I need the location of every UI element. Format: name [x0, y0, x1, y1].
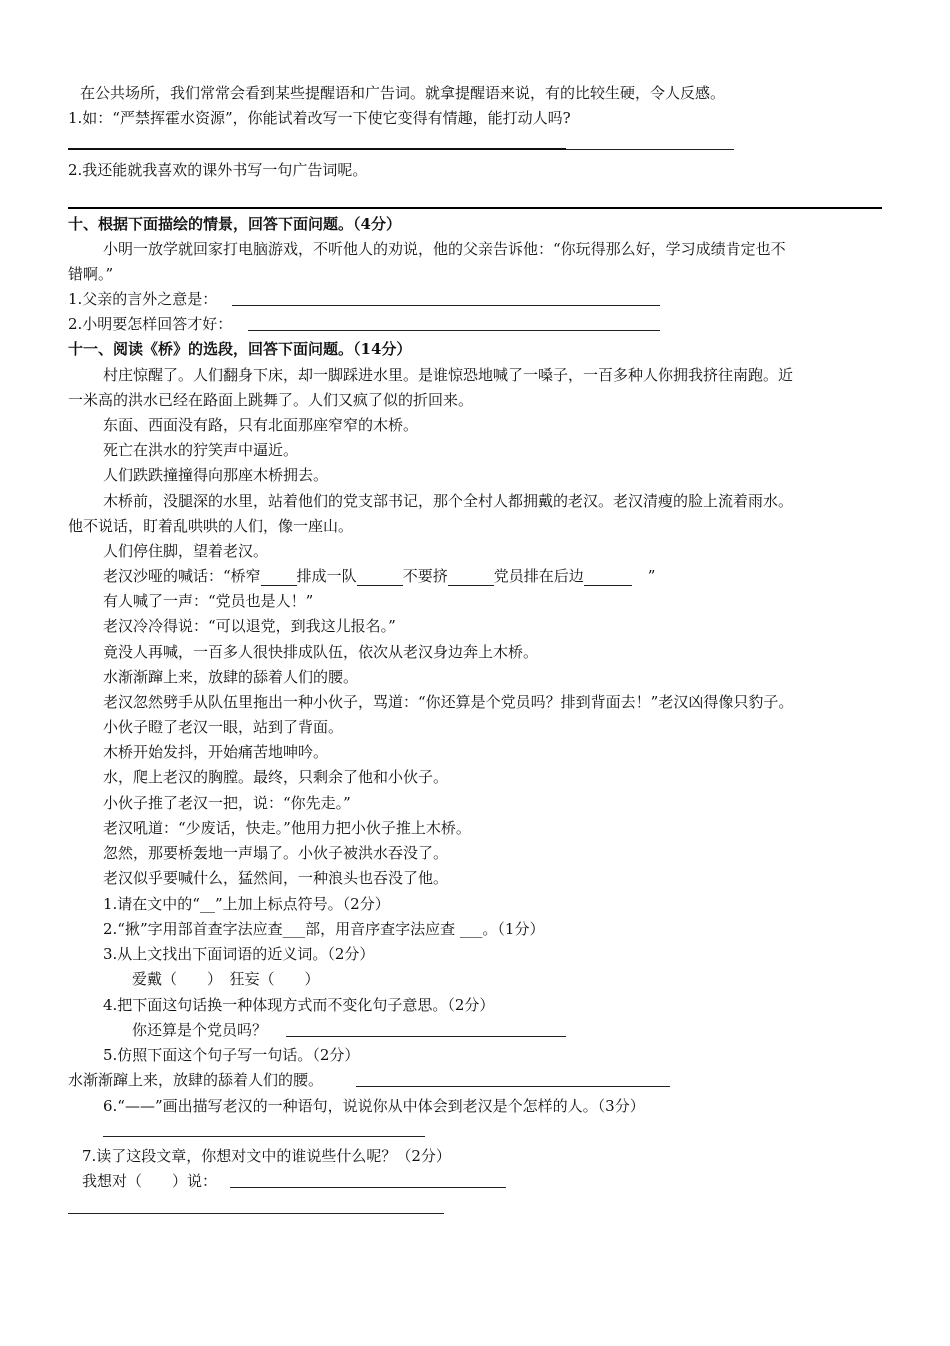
paragraph: 忽然，那要桥轰地一声塌了。小伙子被洪水吞没了。 — [103, 844, 449, 862]
answer-line[interactable] — [286, 1036, 566, 1037]
paragraph: 人们停住脚，望着老汉。 — [103, 542, 269, 560]
question-3: 3.从上文找出下面词语的近义词。（2分） — [103, 945, 375, 963]
answer-line[interactable] — [230, 1187, 506, 1188]
paragraph: 木桥前，没腿深的水里，站着他们的党支部书记，那个全村人都拥戴的老汉。老汉清瘦的脸上流着雨水。 — [103, 492, 794, 510]
paragraph: 有人喊了一声：“党员也是人！” — [103, 592, 314, 610]
paragraph: 小伙子瞪了老汉一眼，站到了背面。 — [103, 718, 344, 736]
answer-line[interactable] — [68, 148, 566, 150]
segment: 党员排在后边 — [493, 567, 584, 585]
paragraph: 老汉忽然劈手从队伍里拖出一种小伙子，骂道：“你还算是个党员吗？排到背面去！”老汉凶得像只豹子。 — [103, 693, 794, 711]
answer-line[interactable] — [356, 1086, 670, 1087]
paragraph-with-blanks — [103, 566, 655, 586]
paragraph: 死亡在洪水的狞笑声中逼近。 — [103, 441, 299, 459]
paragraph: 水，爬上老汉的胸膛。最终，只剩余了他和小伙子。 — [103, 768, 449, 786]
question-2: 2.“揪”字用部首查字法应查___部，用音序查字法应查 ___。（1分） — [103, 920, 545, 938]
question-1: 1.如：“严禁挥霍水资源”，你能试着改写一下使它变得有情趣，能打动人吗? — [68, 109, 571, 127]
paragraph: 木桥开始发抖，开始痛苦地呻吟。 — [103, 743, 329, 761]
question-7: 7.读了这段文章，你想对文中的谁说些什么呢？（2分） — [82, 1147, 451, 1165]
paragraph: 老汉似乎要喊什么，猛然间，一种浪头也吞没了他。 — [103, 869, 449, 887]
paragraph: 小伙子推了老汉一把，说：“你先走。” — [103, 794, 351, 812]
punctuation-blank[interactable] — [261, 571, 297, 586]
intro-text: 在公共场所，我们常常会看到某些提醒语和广告词。就拿提醒语来说，有的比较生硬，令人反感。 — [80, 84, 726, 102]
segment: ” — [647, 567, 656, 585]
paragraph: 水渐渐蹿上来，放肆的舔着人们的腰。 — [103, 668, 359, 686]
paragraph: 错啊。” — [68, 265, 114, 283]
paragraph: 东面、西面没有路，只有北面那座窄窄的木桥。 — [103, 416, 419, 434]
answer-line[interactable] — [232, 305, 660, 306]
punctuation-blank[interactable] — [357, 571, 403, 586]
answer-line[interactable] — [103, 1136, 425, 1137]
paragraph: 他不说话，盯着乱哄哄的人们，像一座山。 — [68, 517, 354, 535]
answer-line[interactable] — [566, 149, 734, 150]
paragraph: 老汉冷冷得说：“可以退党，到我这儿报名。” — [103, 617, 396, 635]
question-4-sentence: 你还算是个党员吗？ — [132, 1021, 268, 1039]
question-4: 4.把下面这句话换一种体现方式而不变化句子意思。（2分） — [103, 996, 495, 1014]
paragraph: 小明一放学就回家打电脑游戏，不听他人的劝说，他的父亲告诉他：“你玩得那么好，学习成绩肯定也不 — [103, 240, 786, 258]
section-heading: 十一、阅读《桥》的选段，回答下面问题。（14分） — [68, 340, 412, 358]
section-heading: 十、根据下面描绘的情景，回答下面问题。（4分） — [68, 215, 401, 233]
question-5: 5.仿照下面这个句子写一句话。（2分） — [103, 1046, 360, 1064]
punctuation-blank[interactable] — [584, 571, 632, 586]
punctuation-blank[interactable] — [448, 571, 494, 586]
paragraph: 人们跌跌撞撞得向那座木桥拥去。 — [103, 466, 329, 484]
question-5-sentence: 水渐渐蹿上来，放肆的舔着人们的腰。 — [68, 1071, 324, 1089]
question-7-answer: 我想对（ ）说： — [82, 1172, 218, 1190]
question-2: 2.小明要怎样回答才好： — [68, 315, 233, 333]
paragraph: 老汉吼道：“少废话，快走。”他用力把小伙子推上木桥。 — [103, 819, 471, 837]
paragraph: 村庄惊醒了。人们翻身下床，却一脚踩进水里。是谁惊恐地喊了一嗓子，一百多种人你拥我挤往南跑。近 — [103, 366, 794, 384]
question-1: 1.请在文中的“__”上加上标点符号。（2分） — [103, 895, 390, 913]
segment: 不要挤 — [402, 567, 448, 585]
synonym-blanks[interactable]: 爱戴（ ） 狂妄（ ） — [132, 970, 320, 988]
segment: 老汉沙哑的喊话：“桥窄 — [103, 567, 261, 585]
paragraph: 一米高的洪水已经在路面上跳舞了。人们又疯了似的折回来。 — [68, 391, 474, 409]
question-2: 2.我还能就我喜欢的课外书写一句广告词呢。 — [68, 161, 368, 179]
answer-line[interactable] — [248, 330, 660, 331]
question-6: 6.“——”画出描写老汉的一种语句，说说你从中体会到老汉是个怎样的人。（3分） — [103, 1097, 645, 1115]
answer-line[interactable] — [68, 1213, 444, 1214]
section-divider — [68, 207, 882, 209]
segment: 排成一队 — [296, 567, 357, 585]
question-1: 1.父亲的言外之意是： — [68, 290, 218, 308]
paragraph: 竟没人再喊，一百多人很快排成队伍，依次从老汉身边奔上木桥。 — [103, 643, 539, 661]
